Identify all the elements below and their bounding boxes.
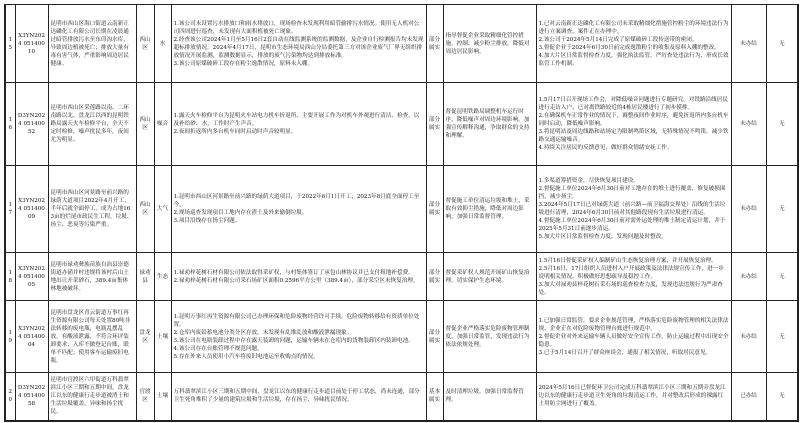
- case-id: X3YN2024 05140009: [15, 166, 48, 253]
- pollution-type: 大气: [154, 166, 171, 253]
- rectification-status-item: 2.督促施工单位2024年6月30日前对工地存在的堆土进行覆盖，修复破损围挡，减少扬尘。: [538, 186, 726, 200]
- row-number: 17: [5, 166, 15, 253]
- handling-measures: 督促施工单位清运垃圾和堆土，采取有效抑尘措施，降低对周边影响，加强日常监督管理。: [443, 166, 536, 253]
- rectification-status-item: 3.已于5月14日召开了群众座谈会，通报了相关情况，听取居民意见。: [538, 349, 712, 356]
- rectification-status-item: 1.5月17日召开现场工作会，对降低噪音问题进行专题研究，对铁路沿线居民进行走访入户，已对离铁路较近的4栋居民楼进行了初步摸排。: [538, 97, 728, 111]
- case-id: D3YN2024 05140052: [15, 83, 48, 166]
- verification-facts-item: 2.仓库内废铅蓄电池分类分区存放，未发现有乱堆乱放和酸液泄漏现象。: [173, 329, 353, 336]
- rectification-status-item: 4.加大片区日常监督检查力度，强化执法监管，严厉查处违法行为，形成长效监管工作机制。: [538, 52, 729, 67]
- remark: 无: [766, 253, 798, 301]
- pollution-type: 土壤: [154, 373, 171, 421]
- verification-facts-item: 1.禄劝梓花树石材有限公司依法取得采矿权，与村集体签订了承包山林协议并已支付租地补偿费。: [173, 269, 414, 276]
- verdict: 基本属实: [426, 373, 443, 421]
- verdict: 部分属实: [426, 83, 443, 166]
- verdict: 部分属实: [426, 5, 443, 83]
- row-number: 16: [5, 83, 15, 166]
- rectification-status-item: 1.已加强日常监管，要求企业规范管理，严格落实危险废物管理的相关法律法规，企业正在对危险废物管理台账进行规范中。: [538, 317, 729, 332]
- row-number: 19: [5, 301, 15, 373]
- handling-measures: 督促昆明铁路局调整机车运行时序，降低噪声对周边环境影响。加强宣传解释沟通，争取群众的支持和理解。: [443, 83, 536, 166]
- district: 官渡区: [136, 373, 154, 421]
- rectification-status-item: 3.2024年5月17日已对绿荫大道（前兴路—前卫福海交界处）沿线的生活垃圾进行清理，2024年6月30日前对其他路段现有生活垃圾进行清运。: [538, 202, 726, 216]
- pollution-type: 噪音: [154, 83, 171, 166]
- verification-facts-item: 2.现场巡查发现项目工地内存在渣土及外来偷倒垃圾。: [173, 210, 308, 216]
- table-row: [5, 253, 798, 301]
- verification-facts-item: 5.存在外来人员使用小汽车将废旧电池运至收购点的情况。: [173, 353, 319, 360]
- verification-facts-item: 3.该公司原煤破碎工段存在粉尘逸散情况，原料未入棚。: [173, 60, 314, 67]
- rectification-status-item: 1.多渠道筹措资金，尽快恢复项目建设。: [538, 178, 639, 184]
- row-number: 15: [5, 5, 15, 83]
- case-id: X3YN2024 05140005: [15, 253, 48, 301]
- district: 西山区: [136, 5, 154, 83]
- rectification-status-item: 2.督促企业对外来运输车辆人员做好安全宣传工作，防止运输过程中出现安全隐患。: [538, 333, 729, 348]
- completion-status: 未办结: [731, 253, 766, 301]
- table-row: [5, 301, 798, 373]
- district: 禄劝县: [136, 253, 154, 301]
- district: 盘龙区: [136, 301, 154, 373]
- completion-status: 未办结: [731, 5, 766, 83]
- district: 西山区: [136, 83, 154, 166]
- remark: 无: [766, 166, 798, 253]
- rectification-status-item: 3.督促企业于2024年6月30日前完成逸散粉尘的收集及原料入棚的整改。: [538, 44, 720, 51]
- row-number: 20: [5, 373, 15, 421]
- case-id: X3YN2024 05140010: [15, 5, 48, 83]
- complaint-content: 昆明市盘龙区青云街道万事红再生资源有限公司每天处置80吨非法转移的废电瓶，电瓶乱摆乱放，有酸液泄露，不符合环评装卸要求；入库不做登记台账，联单不匹配；使用客车运输废旧电瓶。: [48, 301, 136, 373]
- rectification-status-item: 3.加大对禄劝县梓花树石采石场的巡查检查力度，发现违法违规行为严肃查处。: [538, 281, 723, 296]
- rectification-status: [536, 166, 731, 253]
- table-row: [5, 83, 798, 166]
- rectification-status: [536, 301, 731, 373]
- rectification-status-item: 2024年5月16日已督促环卫公司完成万科翡翠滨江小区三期和五期旁盘龙江边以东的健康行走步道卫生死角的垃圾清运工作，并对整改后形成的裸露红土用防尘网进行了覆盖。: [538, 385, 726, 408]
- completion-status: 未办结: [731, 83, 766, 166]
- verification-facts-item: 2.夜间折返所内多台机车同时启动时声音较明显。: [173, 129, 297, 135]
- pollution-type: 水: [154, 5, 171, 83]
- completion-status: 未办结: [731, 166, 766, 253]
- remark: 无: [766, 83, 798, 166]
- rectification-status-item: 1.已对云南新正达磷化工有限公司未采取精细化措施管控粉尘的环境违法行为进行立案调查，案件正在办理中。: [538, 20, 729, 35]
- case-id: X3YN2024 05140004: [15, 301, 48, 373]
- verification-facts-item: 1.昆明万事红再生资源有限公司已办理环保和危险废物经营许可手续，危险废物转移给有资质单位处置。: [173, 313, 420, 328]
- verification-facts-item: 万科翡翠滨江小区三期和五期中间，盘龙江以东的健康行走步道目前处于停工状态，尚未连通，部分卫生死角堆积了少量的建筑垃圾和生活垃圾，存在扬尘、异味扰民情况。: [173, 389, 420, 404]
- rectification-status-item: 5.加大片区日常监督检查力度，发现问题及时整改。: [538, 234, 667, 240]
- remark: 无: [766, 373, 798, 421]
- complaint-table: [4, 4, 799, 422]
- case-id: D3YN2024 05140058: [15, 373, 48, 421]
- verification-facts: [171, 301, 426, 373]
- rectification-status: [536, 83, 731, 166]
- complaint-content: 昆明市西山区采莲路以南、二环南路以北、盘龙江以西的昆明铁路局露天火车检修平台，全天不定时检修，噪声扰民多年，夜间尤为明显。: [48, 83, 136, 166]
- verification-facts-item: 3.项目沿线存在扬尘问题。: [173, 218, 241, 224]
- rectification-status: [536, 253, 731, 301]
- rectification-status: [536, 373, 731, 421]
- remark: 无: [766, 5, 798, 83]
- rectification-status: [536, 5, 731, 83]
- verification-facts: [171, 253, 426, 301]
- verification-facts: [171, 166, 426, 253]
- complaint-content: 昆明市西山区海口街道云南新正达磷化工有限公司长期在凌晨通过暗管排放污水至东印沟水库，导致周边植被死亡；排放大量有毒有害气体，严重影响周边居民健康。: [48, 5, 136, 83]
- verification-facts-item: 4.该公司存在台账管理不规范问题。: [173, 345, 263, 352]
- pollution-type: 生态: [154, 253, 171, 301]
- district: 西山区: [136, 166, 154, 253]
- verification-facts-item: 2.禄劝梓花树石材有限公司采石场矿区面积0.2596平方公里（389.4亩），部分采空区未恢复治理。: [173, 277, 419, 284]
- rectification-status-item: 2.该公司于2024年5月14日完成了原煤破碎工段传送带的密闭。: [538, 36, 698, 43]
- verdict: 部分属实: [426, 301, 443, 373]
- rectification-status-item: 2.在确保机车正常作业的情况下，调整夜间作业时序，避免折返所内多台机车同时启动，降低噪声影响。: [538, 113, 729, 127]
- handling-measures: 督促企业严格落实危险废物管理制度，加强日常监管，发现违法行为依法依规处理。: [443, 301, 536, 373]
- rectification-status-item: 3.将昆明站及周边线路和站场定为限制鸣笛区域，无特殊情况不鸣笛，减少铁路交通运输噪音。: [538, 129, 729, 143]
- completion-status: 未办结: [731, 301, 766, 373]
- verification-facts: [171, 5, 426, 83]
- table-body: [5, 5, 798, 421]
- verification-facts-item: 1.该公司未设置污水排放口和雨水排放口，现场检查未发现利用暗管偷排污水情况。使用无人机对公司四周进行巡查，未发现有大面积植被死亡现象。: [173, 20, 420, 35]
- complaint-content: 昆明市西山区河景路至前兴路的绿荫大道项目2022年4月开工，半年后就全面停工，成为占地163亩的烂尾市政民生工程，垃圾、扬尘、恶臭等污染严重。: [48, 166, 136, 253]
- pollution-type: 土壤: [154, 301, 171, 373]
- verdict: 部分属实: [426, 253, 443, 301]
- remark: 无: [766, 301, 798, 373]
- table-row: [5, 166, 798, 253]
- handling-measures: 及时清理垃圾，加强日常监督管理。: [443, 373, 536, 421]
- rectification-status-item: 1.5月16日督促采矿权人编制矿山生态恢复治理方案，并开展恢复治理。: [538, 257, 717, 264]
- table-row: [5, 5, 798, 83]
- verification-facts-item: 1.露天火车检修平台为昆明火车站电力机车折返所，主要开展工作为对机车外观进行清洁、检查，以及补给砂、水，工作时产生声音。: [173, 113, 420, 127]
- rectification-status-item: 4.督促施工单位2024年6月30日前对需外运处理的堆土制定清运计划，并于2025年5月31日前逐步清运。: [538, 218, 726, 232]
- table-row: [5, 373, 798, 421]
- verification-facts: [171, 83, 426, 166]
- verification-facts-item: 1.昆明市西山区河景路至前兴路的绿荫大道项目，于2022年6月1日开工，2023年8月底全面停工至今。: [173, 194, 420, 208]
- verification-facts-item: 3.该公司在电瓶装卸过程中存在露天装卸的问题，运输车辆未在仓库内的货物装卸区内装卸电池。: [173, 337, 414, 344]
- complaint-content: 昆明市禄劝彝族苗族自治县崇德街道办硝井村违规将该村后山土地出让开采砂石，389.4亩集体林地被破坏。: [48, 253, 136, 301]
- rectification-status-item: 4.持续关注居民的反馈意见，做好群众情绪安抚工作。: [538, 145, 673, 151]
- verification-facts-item: 2.经查该公司2024年1月至5月16日2套自动在线监测系统的监测数据，及企业自行检测报告均未发现超标排放情况。2024年4月17日，昆明市生态环境局西山分局委托第三方对该企业废气厂界无组织排放情况开展监测，监测数据显示，排放的废气污染物均达到排放标准。: [173, 36, 424, 59]
- verdict: 部分属实: [426, 166, 443, 253]
- complaint-content: 昆明市官渡区六甲街道万科翡翠滨江小区三期和五期中间，盘龙江以东的健康行走步道被渣土和生活垃圾覆盖，异味和扬尘扰民。: [48, 373, 136, 421]
- verification-facts: [171, 373, 426, 421]
- rectification-status-item: 2.5月16日、17日组织人员进村入户开展政策及法律法规宣传工作，进一步说明相关情况，积极做好思想疏导及稳控工作。: [538, 265, 724, 280]
- handling-measures: 督促采矿权人规范开展矿山恢复治理，切实保护生态环境。: [443, 253, 536, 301]
- handling-measures: 指导督促企业采取精细化管控措施，控制、减少粉尘排放，降低对周边居民影响。: [443, 5, 536, 83]
- completion-status: 已办结: [731, 373, 766, 421]
- row-number: 18: [5, 253, 15, 301]
